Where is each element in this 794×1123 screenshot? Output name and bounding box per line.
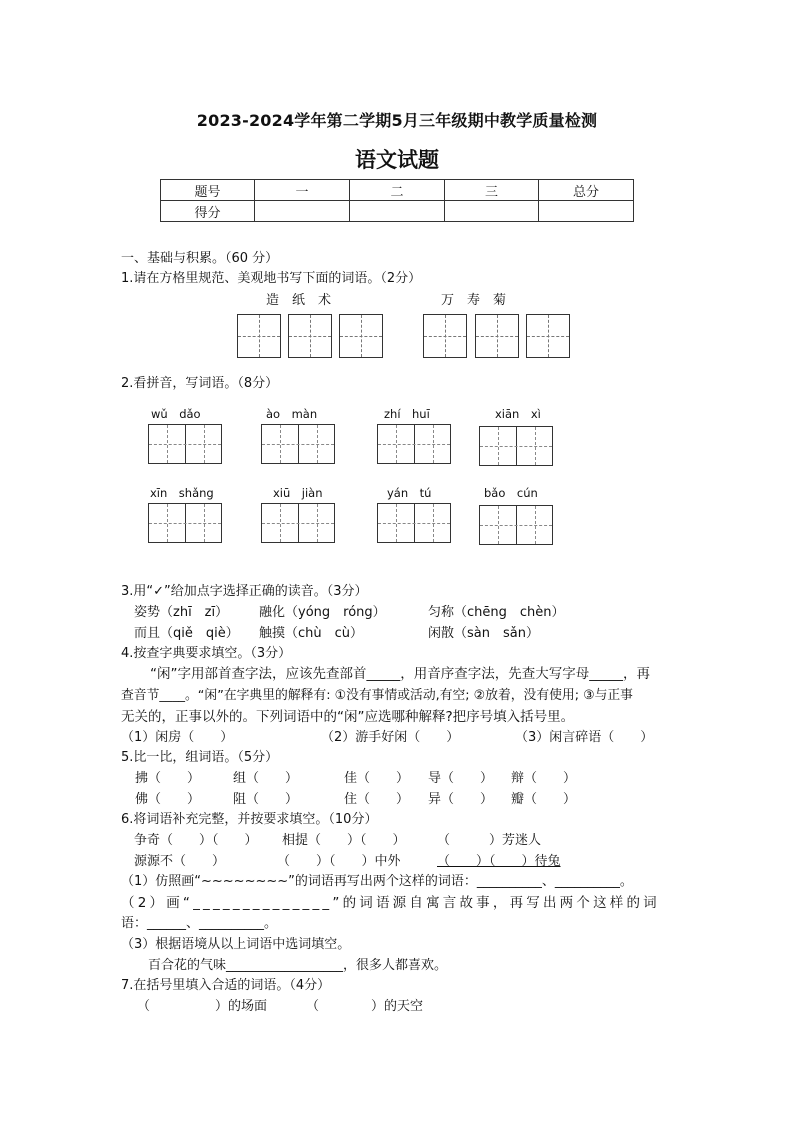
idiom-item[interactable]: （ ）（ ）待兔 — [437, 854, 561, 869]
pinyin-label: yán tú — [387, 486, 432, 500]
word-compare-item[interactable]: 组（ ） — [233, 771, 299, 786]
score-header-cell: 总分 — [539, 180, 634, 201]
score-cell[interactable] — [539, 201, 634, 222]
q6-subquestion[interactable]: （1）仿照画“~~~~~~~~”的词语再写出两个这样的词语：__________、__________。 — [121, 874, 633, 889]
q1-prompt: 1.请在方格里规范、美观地书写下面的词语。（2分） — [121, 271, 422, 286]
word-writing-box[interactable] — [377, 424, 451, 464]
q4-prompt: 4.按查字典要求填空。（3分） — [121, 646, 292, 661]
pinyin-label: wǔ dǎo — [151, 407, 201, 421]
q7-fill-item[interactable]: （ ）的场面 — [137, 999, 268, 1014]
word-writing-box[interactable] — [479, 426, 553, 466]
idiom-item[interactable]: 争奇（ ）（ ） — [134, 833, 258, 848]
score-cell[interactable] — [350, 201, 445, 222]
word-compare-item[interactable]: 阻（ ） — [233, 792, 299, 807]
score-table — [160, 179, 634, 222]
word-compare-item[interactable]: 异（ ） — [428, 792, 494, 807]
writing-grid-cell[interactable] — [288, 314, 332, 358]
word-compare-item[interactable]: 瓣（ ） — [511, 792, 577, 807]
score-table-header-row — [161, 180, 634, 201]
word-compare-item[interactable]: 佛（ ） — [135, 792, 201, 807]
writing-grid-cell[interactable] — [423, 314, 467, 358]
score-header-cell: 二 — [350, 180, 445, 201]
word-compare-item[interactable]: 住（ ） — [344, 792, 410, 807]
idiom-item[interactable]: （ ）（ ）中外 — [277, 854, 401, 869]
q4-text-line: 无关的，正事以外的。下列词语中的“闲”应选哪种解释?把序号填入括号里。 — [121, 709, 575, 725]
idiom-item[interactable]: 相提（ ）（ ） — [282, 833, 406, 848]
writing-grid-cell[interactable] — [237, 314, 281, 358]
q1-word-2: 万 寿 菊 — [441, 293, 507, 308]
word-writing-box[interactable] — [148, 424, 222, 464]
word-compare-item[interactable]: 导（ ） — [428, 771, 494, 786]
pronunciation-item[interactable]: 融化（yóng róng） — [259, 605, 386, 620]
word-writing-box[interactable] — [148, 503, 222, 543]
q7-fill-item[interactable]: （ ）的天空 — [306, 999, 424, 1014]
score-cell[interactable] — [445, 201, 539, 222]
q4-option[interactable]: （2）游手好闲（ ） — [321, 730, 460, 745]
word-writing-box[interactable] — [261, 503, 335, 543]
word-writing-box[interactable] — [479, 505, 553, 545]
q4-option[interactable]: （1）闲房（ ） — [121, 730, 234, 745]
pinyin-label: xīn shǎng — [150, 486, 214, 500]
score-row-label: 得分 — [161, 201, 255, 222]
pinyin-label: ào màn — [266, 407, 318, 421]
writing-grid-cell[interactable] — [526, 314, 570, 358]
word-writing-box[interactable] — [261, 424, 335, 464]
subject-title: 语文试题 — [355, 148, 439, 172]
score-header-cell: 一 — [255, 180, 350, 201]
pronunciation-item[interactable]: 姿势（zhī zī） — [134, 605, 229, 620]
pronunciation-item[interactable]: 匀称（chēng chèn） — [428, 605, 565, 620]
score-table-score-row — [161, 201, 634, 222]
score-cell[interactable] — [255, 201, 350, 222]
q4-text-line: 查音节____。“闲”在字典里的解释有: ①没有事情或活动,有空; ②放着，没有使用; ③与正事 — [121, 688, 633, 703]
exam-title: 2023-2024学年第二学期5月三年级期中教学质量检测 — [196, 111, 598, 130]
idiom-item[interactable]: （ ）芳迷人 — [437, 833, 542, 848]
pinyin-label: xiū jiàn — [273, 486, 323, 500]
q6-prompt: 6.将词语补充完整，并按要求填空。（10分） — [121, 812, 378, 827]
writing-grid-cell[interactable] — [339, 314, 383, 358]
q4-text-line: “闲”字用部首查字法，应该先查部首_____，用音序查字法，先查大写字母_____，再 — [150, 666, 650, 682]
pinyin-label: bǎo cún — [484, 486, 538, 500]
q2-prompt: 2.看拼音，写词语。（8分） — [121, 376, 279, 391]
q6-subquestion[interactable]: 语：______、__________。 — [121, 916, 278, 931]
q6-fill-sentence[interactable]: 百合花的气味__________________，很多人都喜欢。 — [148, 958, 448, 973]
word-compare-item[interactable]: 拂（ ） — [135, 771, 201, 786]
q4-option[interactable]: （3）闲言碎语（ ） — [515, 730, 654, 745]
writing-grid-cell[interactable] — [475, 314, 519, 358]
q7-prompt: 7.在括号里填入合适的词语。（4分） — [121, 978, 331, 993]
score-header-cell: 题号 — [161, 180, 255, 201]
word-compare-item[interactable]: 佳（ ） — [344, 771, 410, 786]
pronunciation-item[interactable]: 而且（qiě qiè） — [134, 626, 239, 641]
section-title: 一、基础与积累。（60 分） — [121, 251, 279, 266]
q3-prompt: 3.用“✓”给加点字选择正确的读音。（3分） — [121, 584, 368, 599]
pinyin-label: zhí huī — [384, 407, 430, 421]
q5-prompt: 5.比一比，组词语。（5分） — [121, 750, 279, 765]
word-writing-box[interactable] — [377, 503, 451, 543]
word-compare-item[interactable]: 辩（ ） — [511, 771, 577, 786]
q1-word-1: 造 纸 术 — [266, 293, 332, 308]
q6-subquestion[interactable]: （2）画“______________”的词语源自寓言故事，再写出两个这样的词 — [121, 895, 660, 911]
pronunciation-item[interactable]: 闲散（sàn sǎn） — [428, 626, 539, 641]
idiom-item[interactable]: 源源不（ ） — [134, 854, 226, 869]
score-header-cell: 三 — [445, 180, 539, 201]
pronunciation-item[interactable]: 触摸（chù cù） — [259, 626, 364, 641]
pinyin-label: xiān xì — [495, 407, 541, 421]
q6-subquestion: （3）根据语境从以上词语中选词填空。 — [121, 937, 351, 952]
